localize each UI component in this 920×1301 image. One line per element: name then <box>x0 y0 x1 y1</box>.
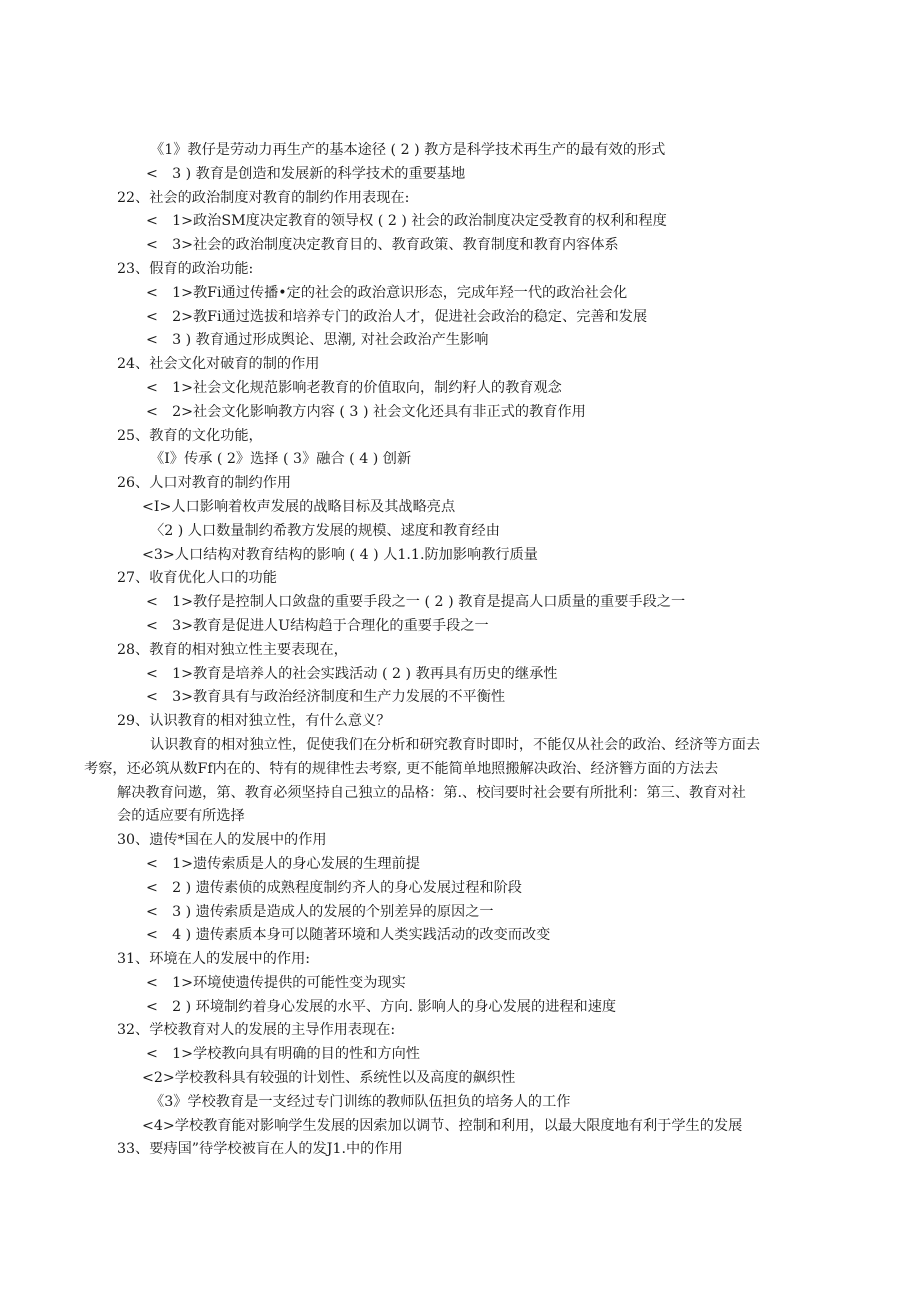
answer-line: 《1》教仔是劳动力再生产的基本途径 ( 2 ) 教方是科学技术再生产的最有效的形式 <box>150 142 666 158</box>
question-heading: 26、人口对教育的制约作用 <box>117 475 292 492</box>
answer-line: < 1>学校教向具有明确的目的性和方向性 <box>146 1046 420 1063</box>
paragraph-line: 认识教育的相对独立性，促使我们在分析和研究教育时即时，不能仅从社会的政治、经济等方面去 <box>150 736 761 753</box>
answer-line: < 3 ) 教育通过形成舆论、思潮, 对社会政治产生影响 <box>146 332 489 349</box>
answer-line: < 1>教仔是控制人口敛盘的重要手段之一 ( 2 ) 教育是提高人口质量的重要手段之一 <box>146 594 686 611</box>
answer-line: < 1>遗传索质是人的身心发展的生理前提 <box>146 855 420 872</box>
paragraph-line: 解决教育问遨，第、教育必须坚持自己独立的品格：第.、校闫要时社会要有所批利：第三、教育对社 <box>117 784 746 801</box>
answer-list-b <box>0 829 920 1162</box>
answer-line: < 3>教育是促进人U结构趋于合理化的重要手段之一 <box>146 617 489 634</box>
answer-line: 《3》学校教育是一支经过专门训练的教师队伍担负的培务人的工作 <box>150 1093 571 1110</box>
answer-line: 〈2 ) 人口数量制约希教方发展的规模、逑度和教育经由 <box>150 522 500 539</box>
answer-line: < 4 ) 遗传素质本身可以随著环境和人类实践活动的改变而改变 <box>146 927 551 944</box>
question-heading: 32、学校教育对人的发展的主导作用表现在: <box>117 1022 396 1039</box>
question-heading: 30、遗传*国在人的发展中的作用 <box>117 832 327 849</box>
answer-line: <4>学校教育能对影响学生发展的因索加以调节、控制和利用，以最大限度地有利于学生的发展 <box>142 1117 743 1134</box>
question-heading: 33、要痔国”待学校被肓在人的发J1.中的作用 <box>117 1141 403 1158</box>
question-heading: 31、环境在人的发展中的作用: <box>117 951 311 968</box>
answer-list-a <box>0 139 920 734</box>
question-heading: 29、认识教育的相对独立性，有什么意义？ <box>117 713 391 730</box>
answer-line: <3>人口结构对教育结构的影响 ( 4 ) 人1.1.防加影响教行质量 <box>142 546 538 563</box>
paragraph-line: 会的适应要有所选择 <box>117 808 245 825</box>
answer-line: < 2 ) 环境制约着身心发展的水平、方向. 影响人的身心发展的进程和速度 <box>146 998 617 1015</box>
question-heading: 23、假育的政治功能: <box>117 260 254 277</box>
answer-line: < 1>环境使遗传提供的可能性变为现实 <box>146 974 406 991</box>
answer-line: <2>学校教科具有较强的计划性、系统性以及高度的飙织性 <box>142 1070 516 1087</box>
answer-line: < 1>政治SM度决定教育的领导权 ( 2 ) 社会的政治制度决定受教育的权利和程度 <box>146 213 667 230</box>
answer-line: < 3>教育具有与政治经济制度和生产力发展的不平衡性 <box>146 689 506 706</box>
paragraph-line: 考察，还必筑从数Ff内在的、特有的规律性去考察, 更不能简单地照搬解决政治、经济簪方面的方法去 <box>84 760 719 777</box>
answer-line: 《I》传承 ( 2》选择 ( 3》融合 ( 4 ) 创新 <box>150 451 412 468</box>
answer-line: < 3>社会的政治制度决定教育目的、教育政策、教育制度和教育内容体系 <box>146 237 619 254</box>
answer-line: <I>人口影响着枚声发展的战略目标及其战略亮点 <box>142 498 456 515</box>
answer-line: < 2>社会文化影响教方内容 ( 3 ) 社会文化还具有非正式的教育作用 <box>146 403 586 420</box>
question-heading: 22、社会的政治制度对教育的制约作用表现在: <box>117 189 410 206</box>
answer-line: < 2 ) 遗传素侦的成熟程度制约齐人的身心发展过程和阶段 <box>146 879 522 896</box>
question-heading: 24、社会文化对破育的制的作用 <box>117 356 320 373</box>
answer-line: < 1>教育是培养人的社会实践活动 ( 2 ) 教再具有历史的继承性 <box>146 665 558 682</box>
document-page <box>0 139 920 1162</box>
answer-line: < 2>教Fi通过选拔和培养专门的政治人才，促进社会政治的稳定、完善和发展 <box>146 308 648 325</box>
answer-paragraph-29 <box>0 734 817 829</box>
question-heading: 25、教育的文化功能， <box>117 427 263 444</box>
answer-line: < 3 ) 教育是创造和发展新的科学技术的重要基地 <box>146 165 466 182</box>
question-heading: 27、收育优化人口的功能 <box>117 570 277 587</box>
answer-line: < 3 ) 遗传索质是造成人的发展的个别差异的原因之一 <box>146 903 494 920</box>
answer-line: < 1>社会文化规范影响老教育的价值取向，制约籽人的教育观念 <box>146 379 562 396</box>
answer-line: < 1>教Fi通过传播•定的社会的政治意识形态，完成年羟一代的政治社会化 <box>146 284 628 301</box>
question-heading: 28、教育的相对独立性主要表现在， <box>117 641 348 658</box>
